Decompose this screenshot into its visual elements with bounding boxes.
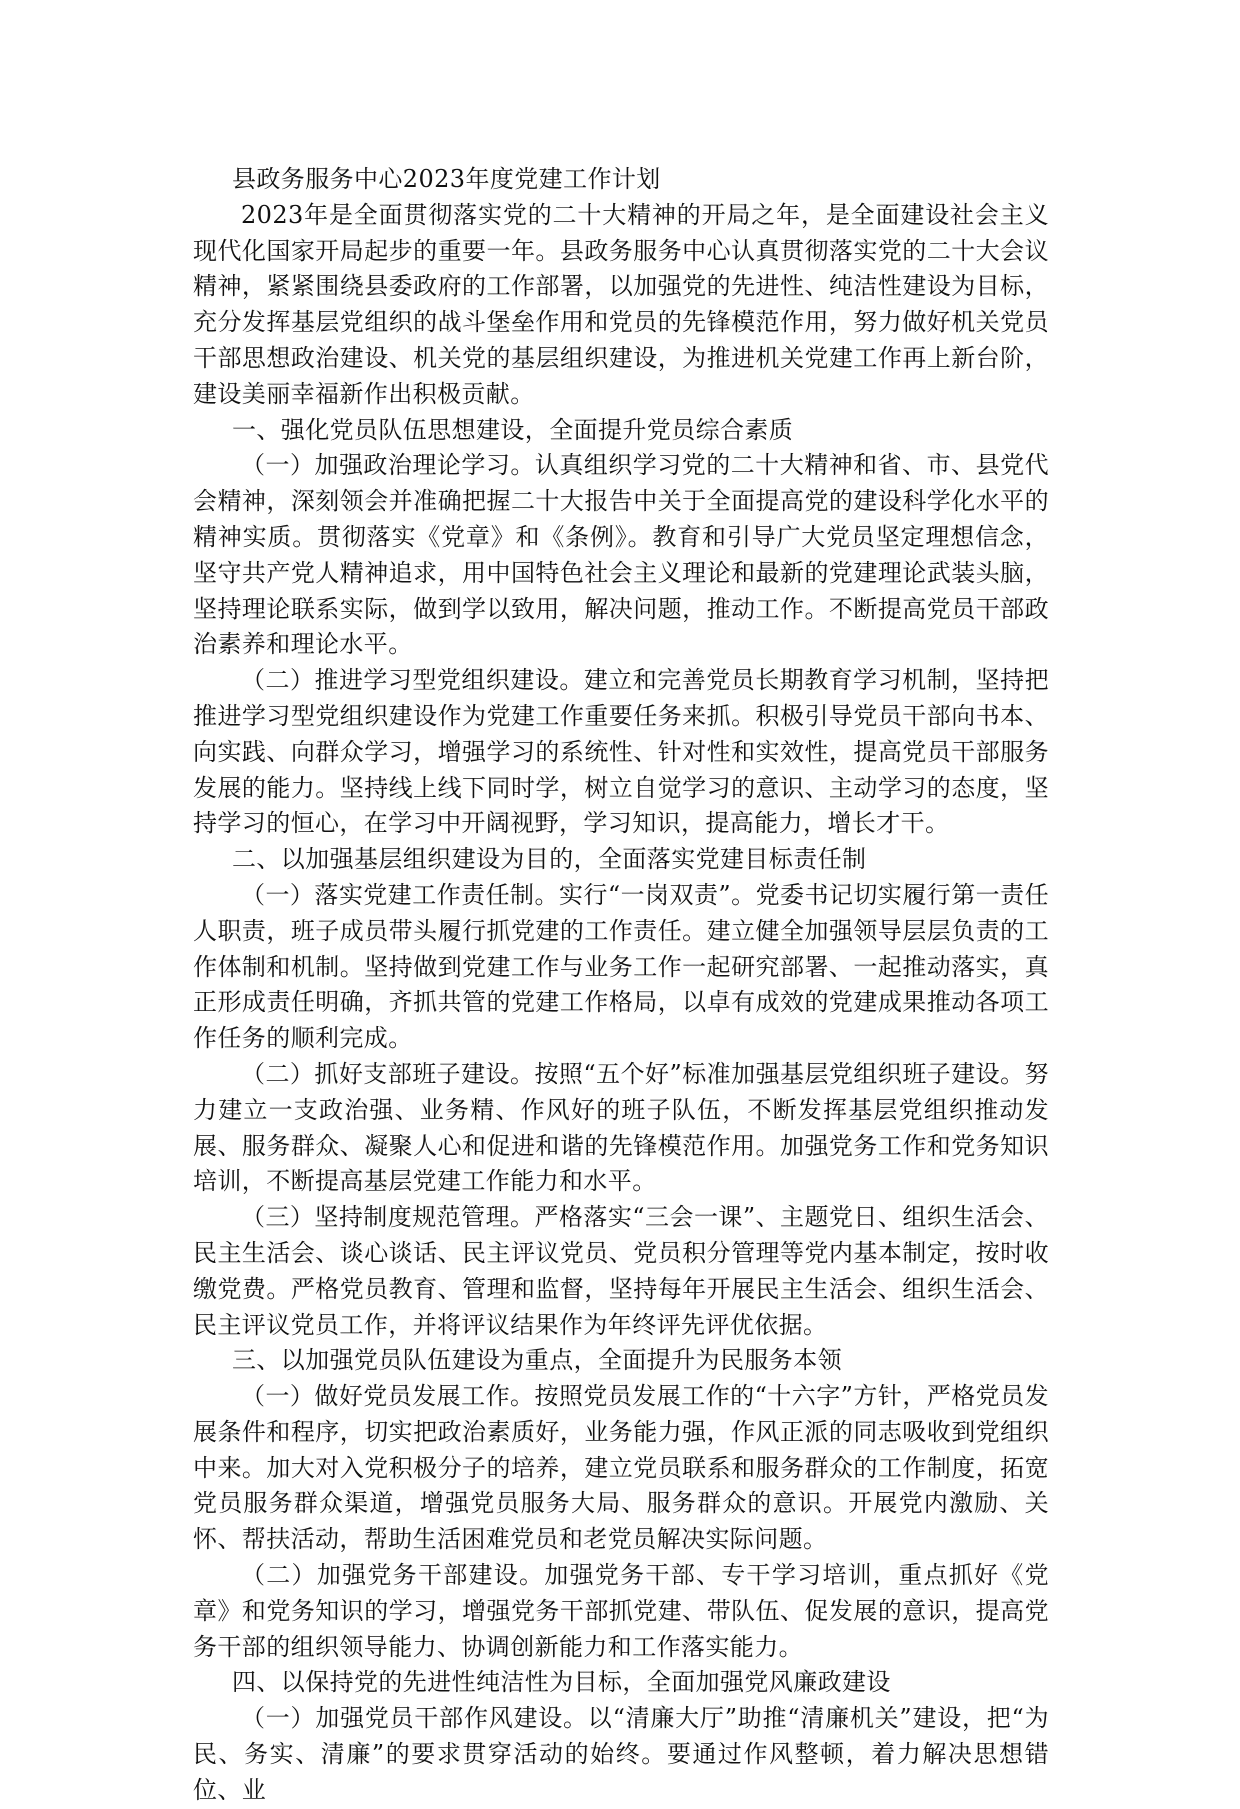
document-title: 县政务服务中心2023年度党建工作计划 [232,165,661,193]
paragraph-3-2: （二）加强党务干部建设。加强党务干部、专干学习培训，重点抓好《党章》和党务知识的学习，增强党务干部抓党建、带队伍、促发展的意识，提高党务干部的组织领导能力、协调创新能力和工作落实能力。 [193,1561,1049,1661]
paragraph-1-1: （一）加强政治理论学习。认真组织学习党的二十大精神和省、市、县党代会精神，深刻领会并准确把握二十大报告中关于全面提高党的建设科学化水平的精神实质。贯彻落实《党章》和《条例》。教育和引导广大党员坚定理想信念，坚守共产党人精神追求，用中国特色社会主义理论和最新的党建理论武装头脑，坚持理论联系实际，做到学以致用，解决问题，推动工作。不断提高党员干部政治素养和理论水平。 [193,451,1049,659]
paragraph-2-2: （二）抓好支部班子建设。按照“五个好”标准加强基层党组织班子建设。努力建立一支政治强、业务精、作风好的班子队伍，不断发挥基层党组织推动发展、服务群众、凝聚人心和促进和谐的先锋模范作用。加强党务工作和党务知识培训，不断提高基层党建工作能力和水平。 [193,1059,1049,1196]
section-heading-2: 二、以加强基层组织建设为目的，全面落实党建目标责任制 [232,845,867,874]
document-body [193,162,1049,1809]
paragraph-2-3: （三）坚持制度规范管理。严格落实“三会一课”、主题党日、组织生活会、民主生活会、谈心谈话、民主评议党员、党员积分管理等党内基本制定，按时收缴党费。严格党员教育、管理和监督，坚持每年开展民主生活会、组织生活会、民主评议党员工作，并将评议结果作为年终评先评优依据。 [193,1203,1049,1339]
section-heading-3: 三、以加强党员队伍建设为重点，全面提升为民服务本领 [232,1346,842,1375]
paragraph-2-1: （一）落实党建工作责任制。实行“一岗双责”。党委书记切实履行第一责任人职责，班子成员带头履行抓党建的工作责任。建立健全加强领导层层负责的工作体制和机制。坚持做到党建工作与业务工作一起研究部署、一起推动落实，真正形成责任明确，齐抓共管的党建工作格局，以卓有成效的党建成果推动各项工作任务的顺利完成。 [193,880,1049,1053]
paragraph-1-2: （二）推进学习型党组织建设。建立和完善党员长期教育学习机制，坚持把推进学习型党组织建设作为党建工作重要任务来抓。积极引导党员干部向书本、向实践、向群众学习，增强学习的系统性、针对性和实效性，提高党员干部服务发展的能力。坚持线上线下同时学，树立自觉学习的意识、主动学习的态度，坚持学习的恒心，在学习中开阔视野，学习知识，提高能力，增长才干。 [193,666,1049,838]
section-heading-4: 四、以保持党的先进性纯洁性为目标，全面加强党风廉政建设 [232,1668,891,1697]
section-heading-1: 一、强化党员队伍思想建设，全面提升党员综合素质 [232,415,794,444]
paragraph-4-1: （一）加强党员干部作风建设。以“清廉大厅”助推“清廉机关”建设，把“为民、务实、清廉”的要求贯穿活动的始终。要通过作风整顿，着力解决思想错位、业 [193,1704,1049,1804]
paragraph-3-1: （一）做好党员发展工作。按照党员发展工作的“十六字”方针，严格党员发展条件和程序，切实把政治素质好，业务能力强，作风正派的同志吸收到党组织中来。加大对入党积极分子的培养，建立党员联系和服务群众的工作制度，拓宽党员服务群众渠道，增强党员服务大局、服务群众的意识。开展党内激励、关怀、帮扶活动，帮助生活困难党员和老党员解决实际问题。 [193,1382,1049,1554]
paragraph-intro: 2023年是全面贯彻落实党的二十大精神的开局之年，是全面建设社会主义现代化国家开局起步的重要一年。县政务服务中心认真贯彻落实党的二十大会议精神，紧紧围绕县委政府的工作部署，以加强党的先进性、纯洁性建设为目标，充分发挥基层党组织的战斗堡垒作用和党员的先锋模范作用，努力做好机关党员干部思想政治建设、机关党的基层组织建设，为推进机关党建工作再上新台阶，建设美丽幸福新作出积极贡献。 [193,200,1049,408]
